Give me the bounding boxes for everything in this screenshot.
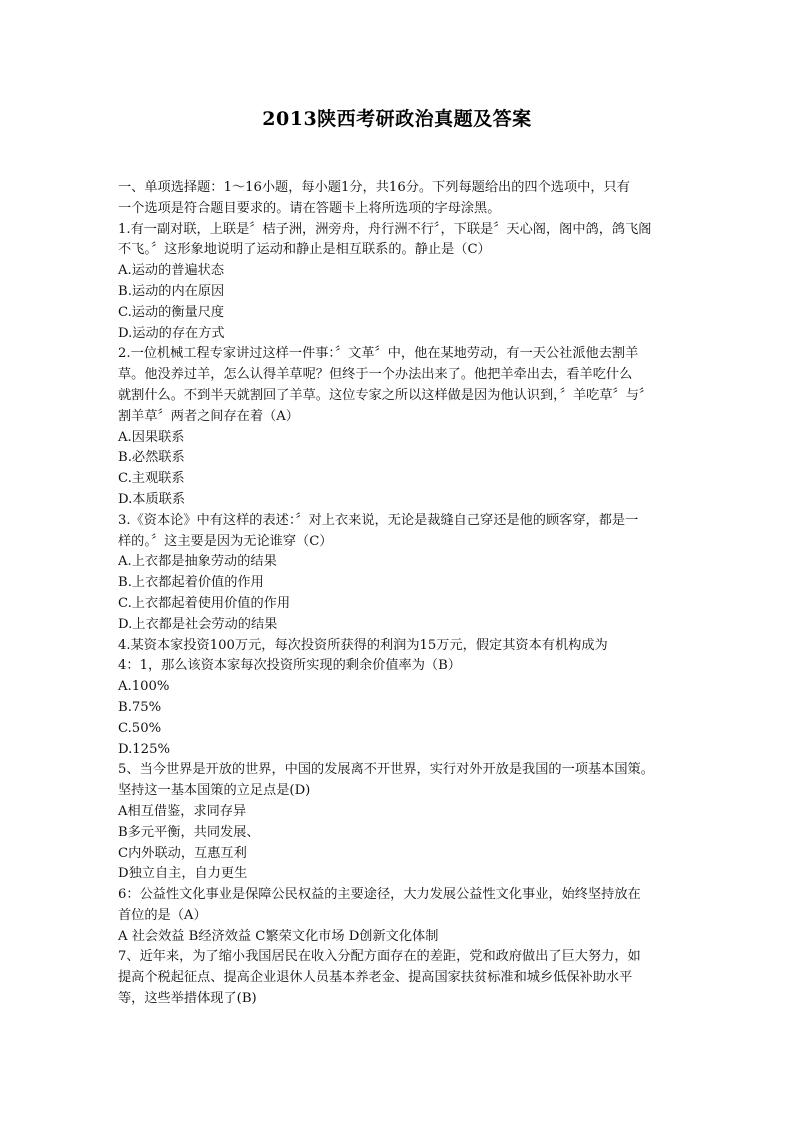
text-line: D.本质联系 xyxy=(118,491,186,507)
text-line: 4.某资本家投资100万元，每次投资所获得的利润为15万元，假定其资本有机构成为 xyxy=(118,637,608,653)
text-line: 坚持这一基本国策的立足点是(D) xyxy=(118,783,311,799)
text-line: C.上衣都起着使用价值的作用 xyxy=(118,595,291,611)
text-line: 4：1，那么该资本家每次投资所实现的剩余价值率为（B） xyxy=(118,658,461,674)
text-line: C.主观联系 xyxy=(118,471,185,487)
text-line: A.上衣都是抽象劳动的结果 xyxy=(118,554,277,570)
text-line: 1.有一副对联，上联是〞桔子洲，洲旁舟，舟行洲不行〞，下联是〞天心阁，阁中鸽，鸽飞阁 xyxy=(118,221,652,237)
document-body xyxy=(118,178,678,1010)
text-line: 2.一位机械工程专家讲过这样一件事：〞文革〞中，他在某地劳动，有一天公社派他去割羊 xyxy=(118,346,639,362)
text-line: B.75% xyxy=(118,699,162,715)
text-line: 样的。〞这主要是因为无论谁穿（C） xyxy=(118,533,333,549)
text-line: A相互借鉴，求同存异 xyxy=(118,803,247,819)
text-line: B多元平衡，共同发展、 xyxy=(118,824,260,840)
text-line: D独立自主，自力更生 xyxy=(118,866,248,882)
text-line: C.50% xyxy=(118,720,162,736)
text-line: 不飞。〞这形象地说明了运动和静止是相互联系的。静止是（C） xyxy=(118,242,491,258)
text-line: 6：公益性文化事业是保障公民权益的主要途径，大力发展公益性文化事业，始终坚持放在 xyxy=(118,887,641,903)
text-line: B.必然联系 xyxy=(118,450,185,466)
text-line: 一、单项选择题：1～16小题，每小题1分，共16分。下列每题给出的四个选项中，只有 xyxy=(118,180,630,195)
text-line: 提高个税起征点、提高企业退休人员基本养老金、提高国家扶贫标准和城乡低保补助水平 xyxy=(118,970,633,986)
text-line: C内外联动，互惠互利 xyxy=(118,845,247,861)
text-line: A.因果联系 xyxy=(118,429,185,445)
text-line: A 社会效益 B经济效益 C繁荣文化市场 D创新文化体制 xyxy=(118,928,439,944)
text-line: 5、当今世界是开放的世界，中国的发展离不开世界，实行对外开放是我国的一项基本国策。 xyxy=(118,762,654,778)
text-line: 割羊草〞两者之间存在着（A） xyxy=(118,408,299,424)
document-title: 2013陕西考研政治真题及答案 xyxy=(262,108,532,130)
text-line: 草。他没养过羊，怎么认得羊草呢？但终于一个办法出来了。他把羊牵出去，看羊吃什么 xyxy=(118,367,633,383)
text-line: D.运动的存在方式 xyxy=(118,325,225,341)
text-line: 一个选项是符合题目要求的。请在答题卡上将所选项的字母涂黑。 xyxy=(118,200,501,216)
text-line: A.100% xyxy=(118,679,170,695)
text-line: 就割什么。不到半天就割回了羊草。这位专家之所以这样做是因为他认识到，〞羊吃草〞与〞 xyxy=(118,387,653,403)
text-line: A.运动的普遍状态 xyxy=(118,263,225,279)
text-line: 首位的是（A） xyxy=(118,907,207,923)
text-line: 等，这些举措体现了(B) xyxy=(118,991,257,1007)
text-line: D.125% xyxy=(118,741,170,757)
text-line: B.运动的内在原因 xyxy=(118,283,225,299)
text-line: 7、近年来，为了缩小我国居民在收入分配方面存在的差距，党和政府做出了巨大努力，如 xyxy=(118,949,641,965)
text-line: 3.《资本论》中有这样的表述：〞对上衣来说，无论是裁缝自己穿还是他的顾客穿，都是一 xyxy=(118,512,639,528)
text-line: C.运动的衡量尺度 xyxy=(118,304,225,320)
text-line: D.上衣都是社会劳动的结果 xyxy=(118,616,278,632)
text-line: B.上衣都起着价值的作用 xyxy=(118,575,264,591)
